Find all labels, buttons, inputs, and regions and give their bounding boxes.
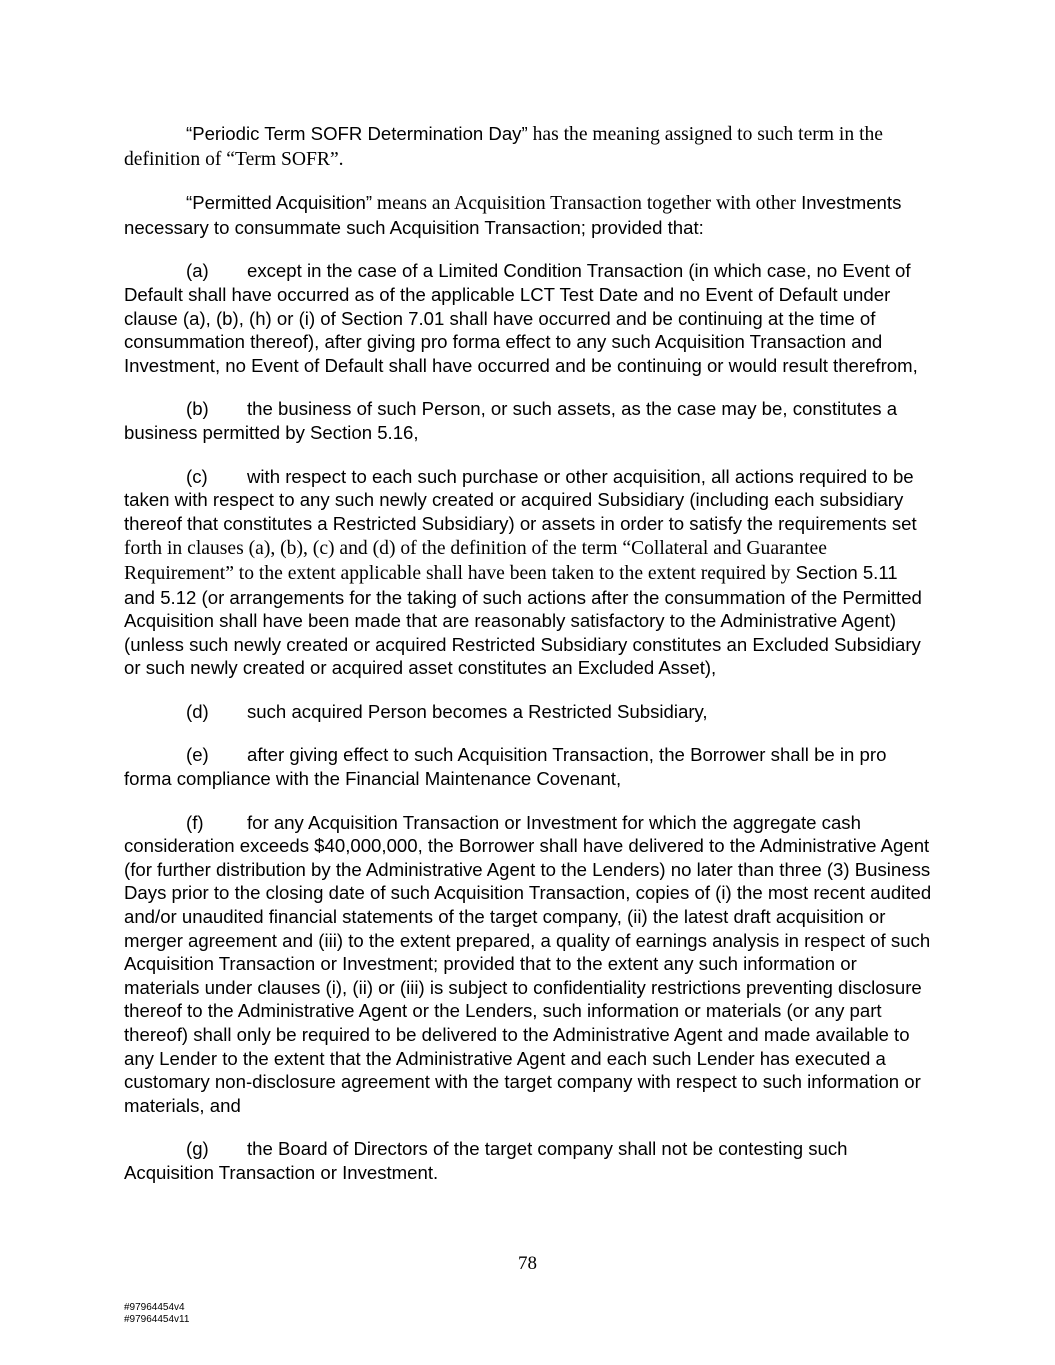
definition-text: has the meaning assigned to such term in the definition of “Term SOFR”.: [124, 124, 883, 170]
clause-label: (d): [186, 700, 209, 722]
clause-text: for any Acquisition Transaction or Investment for which the aggregate cash consideration exceeds $40,000,000, the Borrower shall have delivered to the Administrative Agent (for further distribution by the Administrative Agent to the Lenders) no later than three (3) Business Days prior to the closing date of such Acquisition Transaction, copies of (i) the most recent audited and/or unaudited financial statements of the target company, (ii) the latest draft acquisition or merger agreement and (iii) to the extent prepared, a quality of earnings analysis in respect of such Acquisition Transaction or Investment; provided that to the extent any such information or materials under clauses (i), (ii) or (iii) is subject to confidentiality restrictions preventing disclosure thereof to the Administrative Agent or the Lenders, such information or materials (or any part thereof) shall only be required to be delivered to the Administrative Agent and made available to any Lender to the extent that the Administrative Agent and each such Lender has executed a customary non-disclosure agreement with the target company with respect to such information or materials, and: [124, 811, 932, 1116]
clause-text: after giving effect to such Acquisition Transaction, the Borrower shall be in pro forma compliance with the Financial Maintenance Covenant,: [124, 744, 887, 790]
clause-b: [124, 397, 932, 444]
clause-text: such acquired Person becomes a Restricted Subsidiary,: [247, 700, 708, 722]
clause-label: (b): [186, 398, 209, 420]
document-id: #97964454v11: [124, 1314, 190, 1325]
clause-label: (f): [186, 811, 204, 833]
clause-label: (e): [186, 744, 209, 766]
clause-text-part-1: with respect to each such purchase or other acquisition, all actions required to be taken with respect to any such newly created or acquired Subsidiary (including each subsidiary thereof that constitutes a Restricted Subsidiary) or assets in order to satisfy the requirements set: [124, 465, 917, 534]
definition-text-sans: Investments necessary to consummate such Acquisition Transaction; provided that:: [124, 192, 902, 238]
clause-g: [124, 1137, 932, 1184]
clause-label: (a): [186, 260, 209, 282]
defined-term: “Permitted Acquisition”: [186, 192, 373, 214]
clause-label: (g): [186, 1138, 209, 1160]
clause-label: (c): [186, 465, 208, 487]
definition-periodic-term-sofr: [124, 122, 932, 171]
page-number: 78: [518, 1253, 537, 1274]
document-id: #97964454v4: [124, 1302, 185, 1313]
clause-text-part-2: forth in clauses (a), (b), (c) and (d) of the definition of the term “Collateral and Guarantee Requirement” to the extent applicable shall have been taken to the extent required by: [124, 538, 827, 584]
clause-f: [124, 811, 932, 1118]
clause-text: the Board of Directors of the target company shall not be contesting such Acquisition Transaction or Investment.: [124, 1138, 848, 1183]
clause-text: except in the case of a Limited Condition Transaction (in which case, no Event of Default shall have occurred as of the applicable LCT Test Date and no Event of Default under clause (a), (b), (h) or (i) of Section 7.01 shall have occurred and be continuing at the time of consummation thereof), after giving pro forma effect to any such Acquisition Transaction and Investment, no Event of Default shall have occurred and be continuing or would result therefrom,: [124, 260, 918, 376]
defined-term: “Periodic Term SOFR Determination Day”: [186, 123, 528, 144]
document-ids: [124, 1302, 189, 1326]
document-body: [124, 122, 932, 1205]
clause-text: the business of such Person, or such assets, as the case may be, constitutes a business permitted by Section 5.16,: [124, 398, 898, 443]
definition-permitted-acquisition: [124, 191, 932, 239]
clause-e: [124, 743, 932, 790]
definition-text-serif: means an Acquisition Transaction together with other: [372, 193, 796, 215]
clause-text-part-3: Section 5.11 and 5.12 (or arrangements for the taking of such actions after the consummation of the Permitted Acquisition shall have been made that are reasonably satisfactory to the Administrative Agent) (unless such newly created or acquired Restricted Subsidiary constitutes an Excluded Subsidiary or such newly created or acquired asset constitutes an Excluded Asset),: [124, 561, 922, 679]
clause-d: [124, 700, 932, 724]
clause-c: [124, 465, 932, 680]
clause-a: [124, 259, 932, 377]
